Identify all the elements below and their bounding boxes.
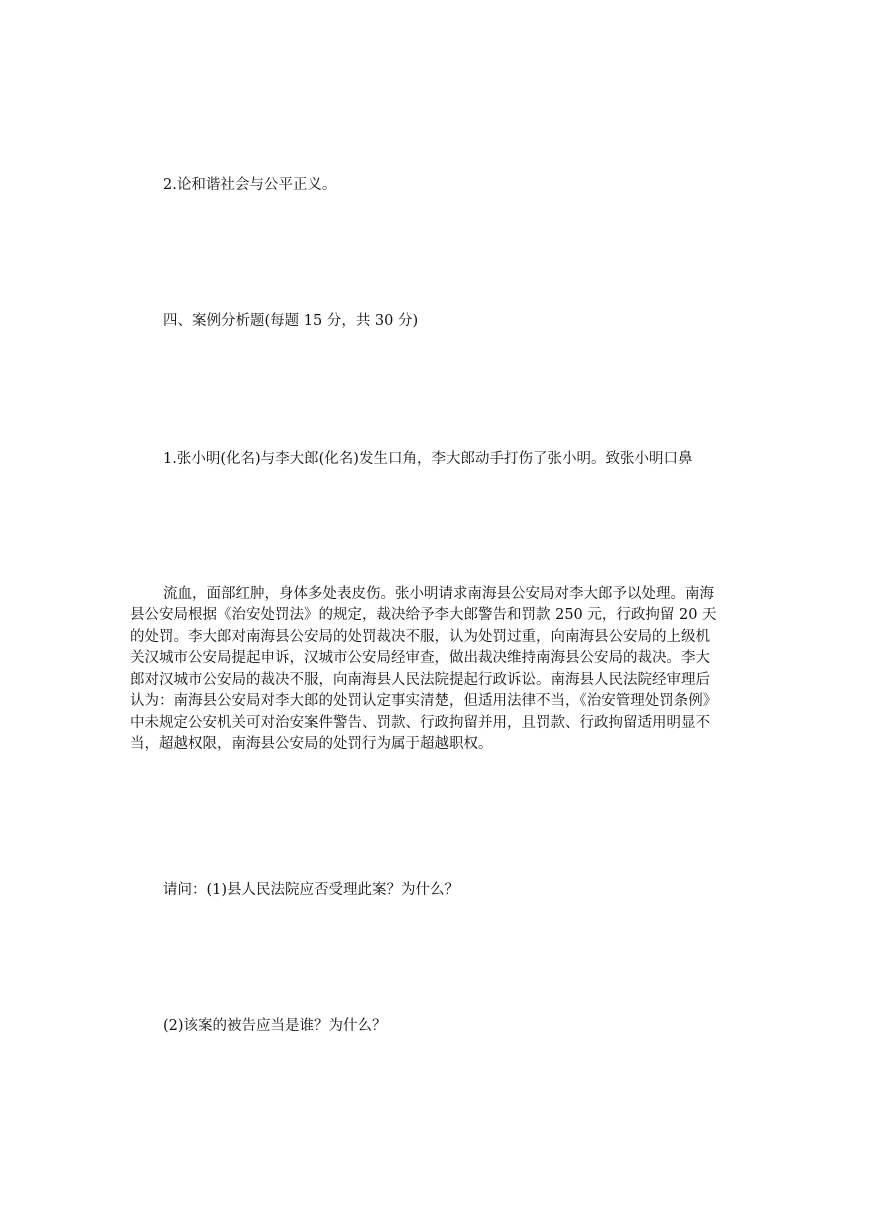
case-1-body-line: 流血，面部红肿，身体多处表皮伤。张小明请求南海县公安局对李大郎予以处理。南海 [163,586,714,602]
essay-question-2: 2.论和谐社会与公平正义。 [163,177,337,193]
case-1-body-line: 的处罚。李大郎对南海县公安局的处罚裁决不服，认为处罚过重，向南海县公安局的上级机 [130,629,710,645]
case-1-body-line: 县公安局根据《治安处罚法》的规定，裁决给予李大郎警告和罚款 250 元，行政拘留 20 天 [130,607,717,623]
question-2: (2)该案的被告应当是谁？为什么？ [163,1018,387,1034]
case-1-body-line: 中未规定公安机关可对治安案件警告、罚款、行政拘留并用，且罚款、行政拘留适用明显不 [130,715,710,731]
case-1-intro: 1.张小明(化名)与李大郎(化名)发生口角，李大郎动手打伤了张小明。致张小明口鼻 [163,451,693,467]
question-1: 请问：(1)县人民法院应否受理此案？为什么？ [163,882,460,898]
case-1-body-line: 郎对汉城市公安局的裁决不服，向南海县人民法院提起行政诉讼。南海县人民法院经审理后 [130,672,710,688]
case-1-body-line: 关汉城市公安局提起申诉，汉城市公安局经审查，做出裁决维持南海县公安局的裁决。李大 [130,650,710,666]
section-four-heading: 四、案例分析题(每题 15 分，共 30 分) [163,313,419,329]
case-1-body-line: 认为：南海县公安局对李大郎的处罚认定事实清楚，但适用法律不当，《治安管理处罚条例》 [130,693,718,709]
case-1-body-line: 当，超越权限，南海县公安局的处罚行为属于超越职权。 [130,736,493,752]
